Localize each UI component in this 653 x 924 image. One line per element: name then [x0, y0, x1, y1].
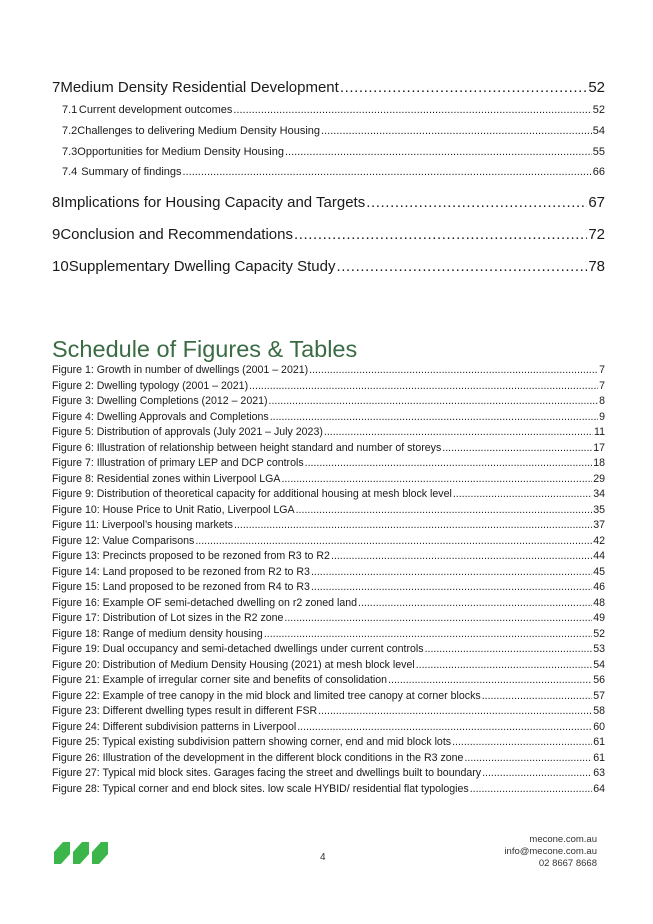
figure-page: 48 — [593, 596, 605, 609]
figure-entry[interactable] — [52, 783, 605, 796]
toc-title: Summary of findings — [81, 166, 182, 178]
figure-page: 42 — [593, 534, 605, 547]
figure-leader — [270, 411, 598, 423]
figure-page: 44 — [593, 550, 605, 562]
figure-entry[interactable] — [52, 566, 605, 579]
figure-page: 35 — [593, 503, 605, 516]
toc-page: 52 — [588, 79, 605, 96]
toc-number: 8 — [52, 194, 61, 211]
figure-title: Figure 16: Example OF semi-detached dwelling on r2 zoned land — [52, 596, 358, 609]
phone-number: 02 8667 8668 — [538, 858, 597, 869]
figure-title: Figure 17: Distribution of Lot sizes in the R2 zone — [52, 612, 284, 624]
figure-page: 52 — [593, 627, 605, 640]
figure-leader — [284, 612, 592, 624]
figure-title: Figure 10: House Price to Unit Ratio, Liverpool LGA — [52, 503, 295, 516]
figure-page: 18 — [593, 457, 605, 469]
figure-leader — [249, 380, 598, 392]
toc-title: Medium Density Residential Development — [60, 79, 339, 96]
toc-leader — [340, 79, 588, 96]
figure-page: 53 — [593, 643, 605, 655]
figure-leader — [358, 597, 592, 609]
toc-title: Conclusion and Recommendations — [60, 226, 293, 243]
figure-entry[interactable] — [52, 442, 605, 455]
figure-leader — [296, 504, 593, 516]
figure-entry[interactable] — [52, 705, 605, 718]
figure-leader — [234, 519, 592, 531]
toc-leader — [285, 146, 592, 158]
figure-leader — [269, 395, 599, 407]
figure-page: 54 — [593, 658, 605, 671]
figure-leader — [453, 488, 592, 500]
figure-leader — [442, 442, 592, 454]
figure-title: Figure 4: Dwelling Approvals and Completions — [52, 410, 269, 423]
figure-page: 64 — [593, 782, 605, 795]
figure-page: 60 — [593, 720, 605, 733]
figure-leader — [482, 690, 593, 702]
figure-title: Figure 28: Typical corner and end block sites. low scale HYBID/ residential flat typologies — [52, 782, 469, 795]
figure-page: 45 — [593, 565, 605, 578]
figure-entry[interactable] — [52, 457, 605, 470]
figure-title: Figure 18: Range of medium density housing — [52, 627, 263, 640]
figure-page: 11 — [594, 426, 605, 438]
figure-title: Figure 19: Dual occupancy and semi-detached dwellings under current controls — [52, 643, 424, 655]
figure-page: 56 — [593, 674, 605, 686]
toc-leader — [294, 226, 587, 243]
toc-number: 7.1 — [62, 104, 78, 116]
toc-number: 7 — [52, 79, 61, 96]
toc-title: Supplementary Dwelling Capacity Study — [68, 258, 336, 275]
figure-page: 63 — [593, 767, 605, 779]
figure-entry[interactable] — [52, 674, 605, 687]
toc-page: 66 — [592, 166, 605, 178]
figure-leader — [318, 705, 592, 717]
figure-page: 34 — [593, 488, 605, 500]
figure-leader — [452, 736, 592, 748]
figure-leader — [388, 674, 592, 686]
figure-entry[interactable] — [52, 380, 605, 393]
toc-page: 72 — [588, 226, 605, 243]
toc-entry-7[interactable] — [52, 79, 605, 99]
toc-entry-7-2[interactable] — [62, 125, 605, 140]
figure-entry[interactable] — [52, 535, 605, 548]
toc-number: 7.2 — [62, 125, 78, 137]
figure-title: Figure 26: Illustration of the development in the different block conditions in the R3 zone — [52, 751, 464, 764]
toc-entry-8[interactable] — [52, 194, 605, 214]
website-link[interactable]: mecone.com.au — [529, 834, 597, 845]
figure-title: Figure 11: Liverpool’s housing markets — [52, 519, 233, 531]
figure-entry[interactable] — [52, 643, 605, 656]
figure-leader — [331, 550, 592, 562]
toc-entry-7-4[interactable] — [62, 166, 605, 181]
figure-page: 37 — [593, 519, 605, 531]
figure-title: Figure 2: Dwelling typology (2001 – 2021) — [52, 379, 249, 392]
toc-leader — [337, 258, 588, 275]
toc-title: Challenges to delivering Medium Density Housing — [77, 125, 321, 137]
figure-page: 61 — [593, 736, 605, 748]
figure-leader — [311, 566, 592, 578]
figure-entry[interactable] — [52, 519, 605, 532]
toc-page: 55 — [592, 146, 605, 158]
figure-page: 9 — [599, 410, 605, 423]
figure-title: Figure 24: Different subdivision patterns in Liverpool — [52, 720, 297, 733]
figure-title: Figure 14: Land proposed to be rezoned from R2 to R3 — [52, 565, 310, 578]
figure-title: Figure 8: Residential zones within Liverpool LGA — [52, 472, 281, 485]
figure-page: 58 — [593, 705, 605, 717]
figure-title: Figure 22: Example of tree canopy in the mid block and limited tree canopy at corner blocks — [52, 689, 481, 702]
figure-title: Figure 9: Distribution of theoretical capacity for additional housing at mesh block level — [52, 488, 452, 500]
figure-entry[interactable] — [52, 581, 605, 594]
toc-title: Current development outcomes — [78, 104, 233, 116]
figure-leader — [264, 628, 592, 640]
figure-entry[interactable] — [52, 628, 605, 641]
figure-title: Figure 6: Illustration of relationship between height standard and number of storeys — [52, 441, 442, 454]
figure-leader — [416, 659, 592, 671]
figure-entry[interactable] — [52, 690, 605, 703]
figure-title: Figure 27: Typical mid block sites. Garages facing the street and dwellings built to boundary — [52, 767, 482, 779]
figure-page: 7 — [599, 379, 605, 392]
figure-page: 17 — [593, 441, 605, 454]
figure-title: Figure 15: Land proposed to be rezoned from R4 to R3 — [52, 581, 310, 593]
figure-page: 8 — [599, 395, 605, 407]
figure-entry[interactable] — [52, 473, 605, 486]
figure-leader — [470, 783, 593, 795]
figure-page: 61 — [593, 751, 605, 764]
figure-entry[interactable] — [52, 488, 605, 501]
figure-title: Figure 7: Illustration of primary LEP and DCP controls — [52, 457, 304, 469]
figure-title: Figure 12: Value Comparisons — [52, 534, 195, 547]
toc-entry-7-3[interactable] — [62, 146, 605, 161]
toc-page: 78 — [588, 258, 605, 275]
figure-entry[interactable] — [52, 426, 605, 439]
figure-title: Figure 5: Distribution of approvals (July 2021 – July 2023) — [52, 426, 323, 438]
toc-entry-7-1[interactable] — [62, 104, 605, 119]
figure-title: Figure 23: Different dwelling types result in different FSR — [52, 705, 318, 717]
figure-leader — [482, 767, 592, 779]
figure-entry[interactable] — [52, 597, 605, 610]
toc-leader — [183, 166, 592, 178]
toc-title: Opportunities for Medium Density Housing — [77, 146, 284, 158]
toc-leader — [321, 125, 592, 137]
mecone-logo-icon — [52, 838, 110, 868]
toc-number: 7.3 — [62, 146, 78, 158]
figure-page: 7 — [599, 364, 605, 376]
figure-entry[interactable] — [52, 736, 605, 749]
toc-number: 9 — [52, 226, 61, 243]
toc-leader — [233, 104, 591, 116]
contact-block — [504, 834, 597, 870]
figure-title: Figure 1: Growth in number of dwellings (2001 – 2021) — [52, 364, 309, 376]
toc-number: 10 — [52, 258, 69, 275]
figure-leader — [311, 581, 592, 593]
figure-entry[interactable] — [52, 504, 605, 517]
figure-title: Figure 20: Distribution of Medium Density Housing (2021) at mesh block level — [52, 658, 415, 671]
figure-entry[interactable] — [52, 550, 605, 563]
figure-page: 46 — [593, 581, 605, 593]
figure-entry[interactable] — [52, 411, 605, 424]
figure-leader — [309, 364, 598, 376]
figure-page: 29 — [593, 472, 605, 485]
toc-entry-10[interactable] — [52, 258, 605, 278]
page-number: 4 — [320, 852, 326, 863]
figure-page: 49 — [593, 612, 605, 624]
figure-entry[interactable] — [52, 767, 605, 780]
toc-page: 67 — [588, 194, 605, 211]
figure-page: 57 — [593, 689, 605, 702]
toc-page: 54 — [592, 125, 605, 137]
figure-leader — [281, 473, 592, 485]
toc-page: 52 — [592, 104, 605, 116]
figure-title: Figure 13: Precincts proposed to be rezoned from R3 to R2 — [52, 550, 330, 562]
toc-entry-9[interactable] — [52, 226, 605, 246]
figure-entry[interactable] — [52, 659, 605, 672]
figure-entry[interactable] — [52, 364, 605, 377]
figure-title: Figure 25: Typical existing subdivision pattern showing corner, end and mid block lots — [52, 736, 452, 748]
toc-leader — [366, 194, 587, 211]
figure-leader — [324, 426, 593, 438]
toc-number: 7.4 — [62, 166, 78, 178]
toc-title: Implications for Housing Capacity and Targets — [60, 194, 366, 211]
figure-entry[interactable] — [52, 612, 605, 625]
figures-heading: Schedule of Figures & Tables — [52, 336, 358, 362]
figure-entry[interactable] — [52, 721, 605, 734]
figure-leader — [464, 752, 592, 764]
figure-leader — [297, 721, 592, 733]
figure-entry[interactable] — [52, 395, 605, 408]
figure-entry[interactable] — [52, 752, 605, 765]
figure-leader — [305, 457, 593, 469]
email-link[interactable]: info@mecone.com.au — [504, 846, 597, 857]
figure-title: Figure 3: Dwelling Completions (2012 – 2021) — [52, 395, 268, 407]
figure-leader — [195, 535, 592, 547]
figure-title: Figure 21: Example of irregular corner site and benefits of consolidation — [52, 674, 388, 686]
figure-leader — [425, 643, 593, 655]
